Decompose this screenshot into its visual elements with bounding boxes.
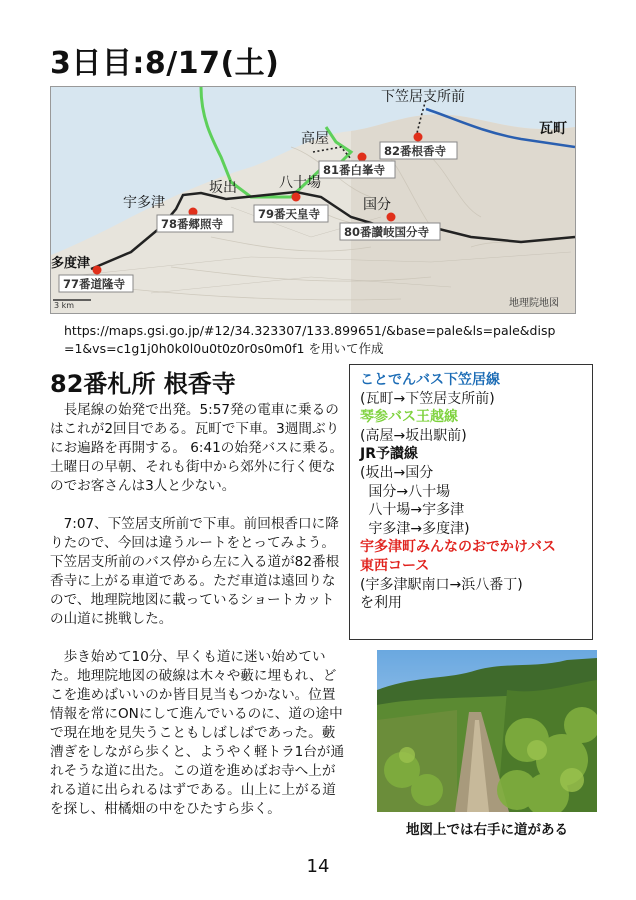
line4-route: (宇多津駅南口→浜八番丁) bbox=[360, 576, 523, 593]
line3-route-3: 八十場→宇多津 bbox=[368, 502, 465, 519]
temple-77-label: 77番道隆寺 bbox=[63, 277, 126, 291]
transport-footer: を利用 bbox=[360, 595, 402, 612]
temple-79-label: 79番天皇寺 bbox=[258, 207, 321, 221]
line4-name-2: 東西コース bbox=[360, 557, 430, 574]
line3-route-4: 宇多津→多度津) bbox=[368, 520, 470, 537]
paragraph-1: 長尾線の始発で出発。5:57発の電車に乗るのはこれが2回目である。瓦町で下車。3週間ぶりにお遍路を再開する。 6:41の始発バスに乗る。土曜日の早朝、それも街中から郊外に行く便なのでお客さんは3人と少ない。 bbox=[50, 402, 344, 494]
temple-80-marker bbox=[387, 213, 396, 222]
section-heading: 82番札所 根香寺 bbox=[50, 370, 236, 398]
place-utazu: 宇多津 bbox=[123, 195, 165, 211]
place-tadotsu: 多度津 bbox=[51, 256, 91, 271]
place-hachijuba: 八十場 bbox=[279, 175, 321, 191]
page-title: 3日目:8/17(土) bbox=[50, 46, 280, 81]
line3-route-1: (坂出→国分 bbox=[360, 464, 434, 481]
place-shimokasai: 下笠居支所前 bbox=[381, 89, 465, 105]
place-kokubu: 国分 bbox=[363, 197, 391, 213]
temple-77-marker bbox=[93, 266, 102, 275]
photo-caption: 地図上では右手に道がある bbox=[406, 822, 568, 838]
place-sakaide: 坂出 bbox=[209, 180, 237, 196]
line3-name: JR予讃線 bbox=[360, 446, 418, 463]
place-takaya: 高屋 bbox=[301, 131, 329, 147]
line2-route: (高屋→坂出駅前) bbox=[360, 427, 467, 444]
route-map bbox=[50, 86, 576, 314]
temple-82-marker bbox=[414, 133, 423, 142]
temple-81-label: 81番白峯寺 bbox=[323, 163, 386, 177]
temple-81-marker bbox=[358, 153, 367, 162]
paragraph-2: 7:07、下笠居支所前で下車。前回根香口に降りたので、今回は違うルートをとってみよう。下笠居支所前のバス停から左に入る道が82番根香寺に上がる車道である。ただ車道は遠回りなので、地理院地図に載っているショートカットの山道に挑戦した。 bbox=[50, 516, 340, 627]
line1-route: (瓦町→下笠居支所前) bbox=[360, 390, 495, 407]
transport-box bbox=[349, 364, 593, 640]
place-kawaramachi: 瓦町 bbox=[539, 121, 567, 137]
temple-82-label: 82番根香寺 bbox=[384, 144, 447, 158]
temple-78-label: 78番郷照寺 bbox=[161, 217, 224, 231]
trail-photo bbox=[377, 650, 597, 812]
line2-name: 琴参バス王越線 bbox=[360, 409, 458, 426]
line4-name-1: 宇多津町みんなのおでかけバス bbox=[360, 539, 556, 556]
body-column bbox=[50, 401, 346, 819]
line1-name: ことでんバス下笠居線 bbox=[360, 372, 500, 388]
source-url: https://maps.gsi.go.jp/#12/34.323307/133.899651/&base=pale&ls=pale&disp=1&vs=c1g1j0h0k0l0u0t0z0r0s0m0f1 を用いて作成 bbox=[64, 323, 556, 356]
temple-80-label: 80番讃岐国分寺 bbox=[344, 225, 430, 239]
map-scale: 3 km bbox=[54, 301, 75, 310]
trail-photo-graphic bbox=[377, 650, 597, 812]
paragraph-3: 歩き始めて10分、早くも道に迷い始めていた。地理院地図の破線は木々や藪に埋もれ、どこを進めばいいのか皆目見当もつかない。位置情報を常にONにして進んでいるのに、道の途中で現在地を見失うこともしばしばであった。藪漕ぎをしながら歩くと、ようやく軽トラ1台が通れそうな道に出た。この道を進めばお寺へ上がれる道に出られるはずである。山上に上がる道を探し、柑橘畑の中をひたすら歩く。 bbox=[50, 649, 345, 817]
page-number: 14 bbox=[306, 856, 330, 877]
temple-79-marker bbox=[292, 193, 301, 202]
line3-route-2: 国分→八十場 bbox=[368, 483, 451, 500]
map-graphic bbox=[51, 87, 575, 313]
map-credit: 地理院地図 bbox=[509, 298, 559, 309]
